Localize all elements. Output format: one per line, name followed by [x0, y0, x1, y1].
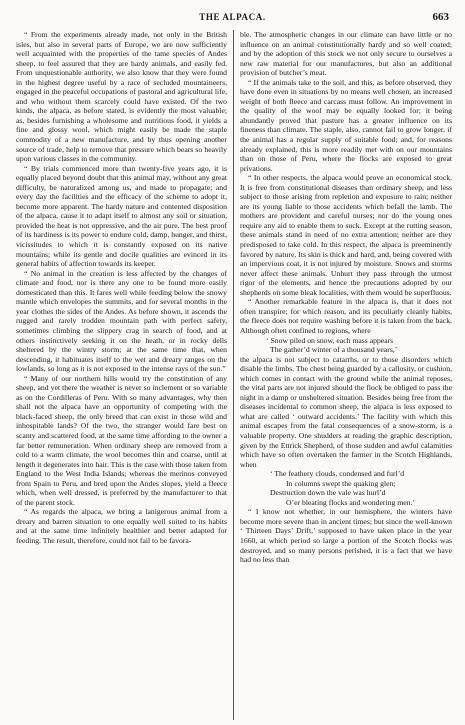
paragraph: “ Another remarkable feature in the alpaca is, that it does not often transpire; for which reason, and its peculiarly cleanly habits, the fleece does not require washing before it is taken from the back. Although often confined to regions, where — [240, 297, 452, 335]
running-title: THE ALPACA. — [199, 12, 266, 22]
paragraph: “ In other respects, the alpaca would prove an economical stock. It is free from constitutional diseases than ordinary sheep, and less subject to those arising from repletion and exposure to rain; neither are its young liable to those accidents which befall the lamb. The mothers are provident and careful nurses; nor do the young ones require any aid to enable them to suck. Except at the rutting season, these animals stand in need of no extra attention; neither are they predisposed to take cold. In this respect, the alpaca is preeminently favored by nature. Its skin is thick and hard, and, being covered with an impervious coat, it is not injured by moisture. Snows and storms never affect these animals. Unhurt they pass through the utmost rigor of the elements, and hence the precautions adopted by our shepherds on some bleak localities, with them would be superfluous. — [240, 173, 452, 297]
left-column — [16, 30, 234, 720]
paragraph: “ As regards the alpaca, we bring a lanigerous animal from a dreary and barren situation to one equally well suited to its habits and at the same time infinitely healthier and better adapted for feeding. The result, therefore, could not fail to be favora- — [16, 507, 227, 545]
verse-line: ‘ The feathery clouds, condensed and furl’d — [270, 469, 405, 479]
verse-line: O’er bleating flocks and wondering men.’ — [286, 497, 415, 507]
verse-line: In columns swept the quaking glen; — [286, 478, 396, 488]
running-header — [16, 12, 449, 26]
paragraph: the alpaca is not subject to catarrhs, or to those disorders which disable the limbs. The chest being guarded by a callosity, or cushion, which comes in contact with the ground while the animal reposes, the vital parts are not injured should the flock be obliged to pass the night in a damp or unsheltered situation. Besides being free from the diseases incidental to common sheep, the alpaca is less exposed to what are called ‘ outward accidents.’ The facility with which this animal escapes from the fatal consequences of a snow-storm, is a valuable property. One shudders at reading the graphic description, given by the Ettrick Shepherd, of those sudden and awful calamities which have so often overtaken the farmer in the Scotch Highlands, when — [240, 354, 452, 469]
verse-line: The gather’d winter of a thousand years,’ — [270, 345, 398, 355]
paragraph: ble. The atmospheric changes in our climate can have little or no influence on an animal constitutionally hardy and so well coated; and by the adoption of this stock we not only secure to ourselves a new raw material for our manufactures, but also an additional provision of butcher’s meat. — [240, 30, 452, 78]
verse-line: ‘ Snow piled on snow, each mass appears — [266, 335, 394, 345]
paragraph: “ I know not whether, in our hemisphere, the winters have become more severe than in ancient times; but since the well-known ‘ Thirteen Days’ Drift,’ supposed to have taken place in the year 1660, at which period so large a portion of the Scotch flocks was destroyed, and so many persons perished, it is a fact that we have had no less than — [240, 507, 452, 565]
right-column — [234, 30, 452, 720]
page-number: 663 — [432, 11, 449, 23]
paragraph: “ If the animals take to the soil, and this, as before observed, they have done even in situations by no means well chosen, an increased weight of both fleece and carcass must follow. An improvement in the quality of the wool may be equally looked for; it being abundantly proved that pasture has a greater influence on its fineness than climate. The staple, also, cannot fail to grow longer, if the animal has a regular supply of suitable food; and, for reasons already explained, this is more readily met with on our mountains than on those of Peru, where the flocks are exposed to great privations. — [240, 77, 452, 173]
paragraph: “ By trials commenced more than twenty-five years ago, it is equally placed beyond doubt that this animal may, without any great difficulty, be naturalized among us, and made to propagate; and every day the facilities and the efficacy of the scheme to adopt it, become more apparent. The hardy nature and contented disposition of the alpaca, cause it to adapt itself to almost any soil or situation, provided the heat is not oppressive, and the air pure. The best proof of its hardiness is its power to endure cold, damp, hunger, and thirst, vicissitudes to which it is constantly exposed on its native mountains; while its gentle and docile qualities are evinced in its general habits of affection towards its keeper. — [16, 163, 227, 269]
paragraph: “ From the experiments already made, not only in the British isles, but also in several parts of Europe, we are now sufficiently well acquainted with the properties of the tame species of Andes sheep, to feel assured that they are hardy animals, and easily fed. From unquestionable authority, we also know that they were found in the highest degree useful by a race of secluded mountaineers, engaged in the peaceful occupations of pastoral and agricultural life, and who without them scarcely could have existed. Of the two kinds, the alpaca, as before stated, is evidently the most valuable; as, besides furnishing a wholesome and nutritious food, it yields a fine and glossy wool, which might easily be made the staple commodity of a new manufacture, and by thus opening another source of trade, help to remove that pressure which bears so heavily upon various classes in the community. — [16, 30, 227, 164]
paragraph: “ No animal in the creation is less affected by the changes of climate and food, nor is there any one to be found more easily domesticated than this. It fares well while feeding below the snowy mantle which envelopes the summits, and for several months in the year clothes the sides of the Andes. As before shown, it ascends the rugged and rarely trodden mountain path with perfect safety, sometimes climbing the slippery crag in search of food, and at others instinctively seeking it on the heath, or in rocky dells sheltered by the wintry storm; at the same time that, when descending, it habituates itself to the wet and dreary ranges on the lowlands, so long as it is not exposed to the intense rays of the sun.” — [16, 268, 227, 374]
paragraph: “ Many of our northern hills would try the constitution of any sheep, and yet there the weather is never so inclement or so variable as on the Cordilleras of Peru. With so many advantages, why then shall not the alpaca have an opportunity of competing with the black-faced sheep, the only breed that can exist in those wild and inhospitable lands? Of the two, the stranger would fare best on scanty and scattered food, at the same time affording to the owner a far better remuneration. When ordinary sheep are removed from a cold to a warm climate, the wool becomes thin and coarse, until at length it degenerates into hair. This is the case with those taken from England to the West India Islands; whereas the merinos conveyed from Spain to Peru, and bred upon the Andes slopes, yield a fleece which, when well dressed, is preferred by the manufacturer to that of the parent stock. — [16, 373, 227, 507]
text-columns — [16, 30, 452, 720]
verse-line: Destruction down the vale was hurl’d — [270, 488, 386, 498]
